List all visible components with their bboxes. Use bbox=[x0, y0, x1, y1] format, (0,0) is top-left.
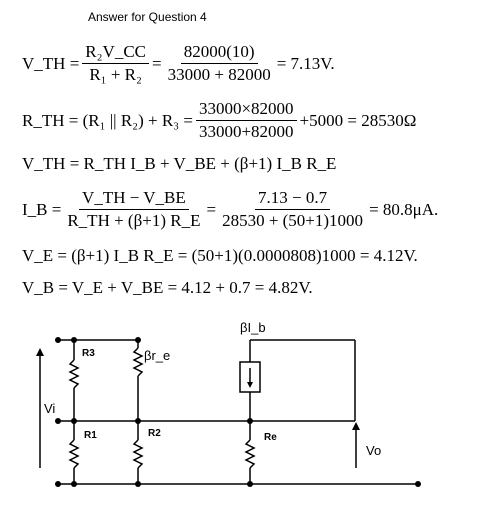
node-mid-left bbox=[55, 418, 61, 424]
vi-arrow-head bbox=[36, 348, 44, 356]
betare-resistor bbox=[134, 348, 142, 376]
ib-equation bbox=[22, 188, 438, 231]
node-top-left bbox=[55, 337, 61, 343]
vi-label: Vi bbox=[44, 401, 56, 416]
r2-label: R2 bbox=[148, 428, 161, 439]
node-re-top bbox=[247, 418, 253, 424]
ib-frac2-numerator: 7.13 − 0.7 bbox=[255, 188, 330, 210]
rth-numerator: 33000×82000 bbox=[196, 99, 297, 121]
r3-resistor bbox=[70, 360, 78, 388]
vth-result: = 7.13V. bbox=[276, 53, 335, 73]
ib-result: = 80.8μA. bbox=[369, 199, 439, 219]
ib-frac1-numerator: V_TH − V_BE bbox=[79, 188, 189, 210]
source-arrow-head bbox=[247, 382, 253, 388]
vth-frac2-denominator: 33000 + 82000 bbox=[167, 65, 271, 84]
ib-frac2-denominator: 28530 + (50+1)1000 bbox=[222, 211, 364, 230]
rth-lhs: R_TH = (R₁ || R₂) + R₃ = bbox=[22, 110, 193, 130]
r1-resistor bbox=[70, 440, 78, 468]
vth-frac2-numerator: 82000(10) bbox=[181, 42, 258, 64]
node-r3-top bbox=[71, 337, 77, 343]
node-betare-top bbox=[135, 337, 141, 343]
rth-result: +5000 = 28530Ω bbox=[299, 110, 417, 130]
ib-frac1-denominator: R_TH + (β+1) R_E bbox=[67, 211, 201, 230]
node-bottom-right bbox=[415, 481, 421, 487]
vth-equals: = bbox=[152, 53, 162, 73]
vth-frac1-denominator: R₁ + R₂ bbox=[89, 65, 142, 84]
ve-equation bbox=[22, 246, 418, 266]
re-resistor bbox=[246, 440, 254, 468]
loop-text: V_TH = R_TH I_B + V_BE + (β+1) I_B R_E bbox=[22, 154, 337, 173]
r3-label: R3 bbox=[82, 348, 95, 359]
r1-label: R1 bbox=[84, 430, 97, 441]
node-r2-bottom bbox=[135, 481, 141, 487]
rth-denominator: 33000+82000 bbox=[198, 122, 294, 141]
vo-arrow-head bbox=[352, 422, 360, 430]
vth-fraction-numeric bbox=[165, 42, 274, 85]
answer-heading: Answer for Question 4 bbox=[88, 10, 207, 24]
vth-lhs: V_TH = bbox=[22, 53, 80, 73]
node-bottom-left bbox=[55, 481, 61, 487]
vb-text: V_B = V_E + V_BE = 4.12 + 0.7 = 4.82V. bbox=[22, 278, 313, 297]
rth-fraction bbox=[196, 99, 297, 142]
ve-text: V_E = (β+1) I_B R_E = (50+1)(0.0000808)1000 = 4.12V. bbox=[22, 246, 418, 265]
vth-fraction-symbolic bbox=[82, 42, 149, 85]
ib-equals: = bbox=[206, 199, 217, 219]
vth-equation bbox=[22, 42, 335, 85]
vb-equation bbox=[22, 278, 313, 298]
ib-fraction-numeric bbox=[219, 188, 366, 231]
re-label: Re bbox=[264, 432, 277, 443]
node-r1-bottom bbox=[71, 481, 77, 487]
rth-equation bbox=[22, 99, 416, 142]
equivalent-circuit-diagram bbox=[0, 318, 486, 510]
beta-ib-label: βI_b bbox=[240, 320, 266, 335]
node-r1-top bbox=[71, 418, 77, 424]
vth-frac1-numerator: R₂V_CC bbox=[82, 42, 149, 64]
loop-equation bbox=[22, 154, 336, 174]
node-r2-top bbox=[135, 418, 141, 424]
ib-lhs: I_B = bbox=[22, 199, 62, 219]
beta-re-label: βr_e bbox=[144, 348, 171, 363]
ib-fraction-symbolic bbox=[64, 188, 203, 231]
r2-resistor bbox=[134, 440, 142, 468]
node-re-bottom bbox=[247, 481, 253, 487]
vo-label: Vo bbox=[366, 443, 382, 458]
